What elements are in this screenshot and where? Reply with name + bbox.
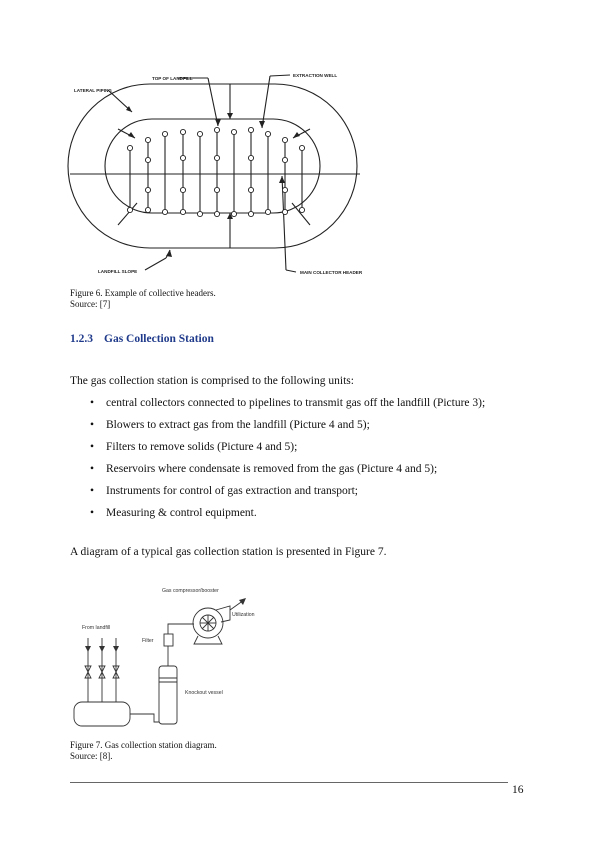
figure-6-diagram: [60, 62, 380, 280]
outer-landfill-boundary: [68, 84, 357, 248]
bullet-glyph: •: [90, 507, 95, 519]
list-item: • Measuring & control equipment.: [90, 507, 257, 519]
bullet-glyph: •: [90, 485, 95, 497]
list-item: • Reservoirs where condensate is removed from the gas (Picture 4 and 5);: [90, 463, 438, 475]
bullet-glyph: •: [90, 419, 95, 431]
label-gas-compressor: Gas compressor/booster: [162, 588, 219, 594]
list-item: • central collectors connected to pipelines to transmit gas off the landfill (Picture 3);: [90, 397, 486, 409]
label-main-collector-header: MAIN COLLECTOR HEADER: [300, 270, 363, 275]
label-landfill-slope: LANDFILL SLOPE: [98, 269, 138, 274]
list-item: • Filters to remove solids (Picture 4 and 5);: [90, 441, 298, 453]
section-heading: [70, 333, 214, 345]
label-extraction-well: EXTRACTION WELL: [293, 73, 338, 78]
label-filter: Filter: [142, 638, 154, 644]
intro-paragraph: The gas collection station is comprised to the following units:: [70, 375, 354, 387]
inner-landfill-boundary: [105, 119, 320, 213]
section-title: Gas Collection Station: [104, 333, 214, 345]
knockout-vessel: [159, 666, 177, 724]
diagram-reference-paragraph: A diagram of a typical gas collection station is presented in Figure 7.: [70, 546, 387, 558]
figure-6-source: Source: [7]: [70, 298, 111, 309]
figure-6-caption-text: Figure 6. Example of collective headers.: [70, 288, 216, 298]
label-lateral-piping: LATERAL PIPING: [74, 88, 112, 93]
figure-6-caption: [70, 288, 216, 309]
label-utilization: Utilization: [232, 612, 255, 618]
figure-7-caption: [70, 740, 217, 761]
extraction-wells: [130, 130, 302, 214]
figure-7-caption-text: Figure 7. Gas collection station diagram.: [70, 740, 217, 750]
label-top-of-landfill: TOP OF LANDFILL: [152, 76, 193, 81]
footer-rule: [70, 782, 508, 783]
section-number: 1.2.3: [70, 333, 93, 345]
list-item: • Blowers to extract gas from the landfill (Picture 4 and 5);: [90, 419, 370, 431]
label-knockout-vessel: Knockout vessel: [185, 690, 223, 696]
bullet-glyph: •: [90, 397, 95, 409]
page-number: 16: [512, 784, 524, 796]
label-from-landfill: From landfill: [82, 625, 111, 631]
figure-7-diagram: [66, 582, 286, 734]
filter-box: [164, 634, 173, 646]
figure-7-source: Source: [8].: [70, 750, 113, 761]
bullet-glyph: •: [90, 441, 95, 453]
bullet-glyph: •: [90, 463, 95, 475]
landfill-collector-tank: [74, 702, 130, 726]
units-list: [70, 396, 540, 528]
list-item: • Instruments for control of gas extraction and transport;: [90, 485, 358, 497]
